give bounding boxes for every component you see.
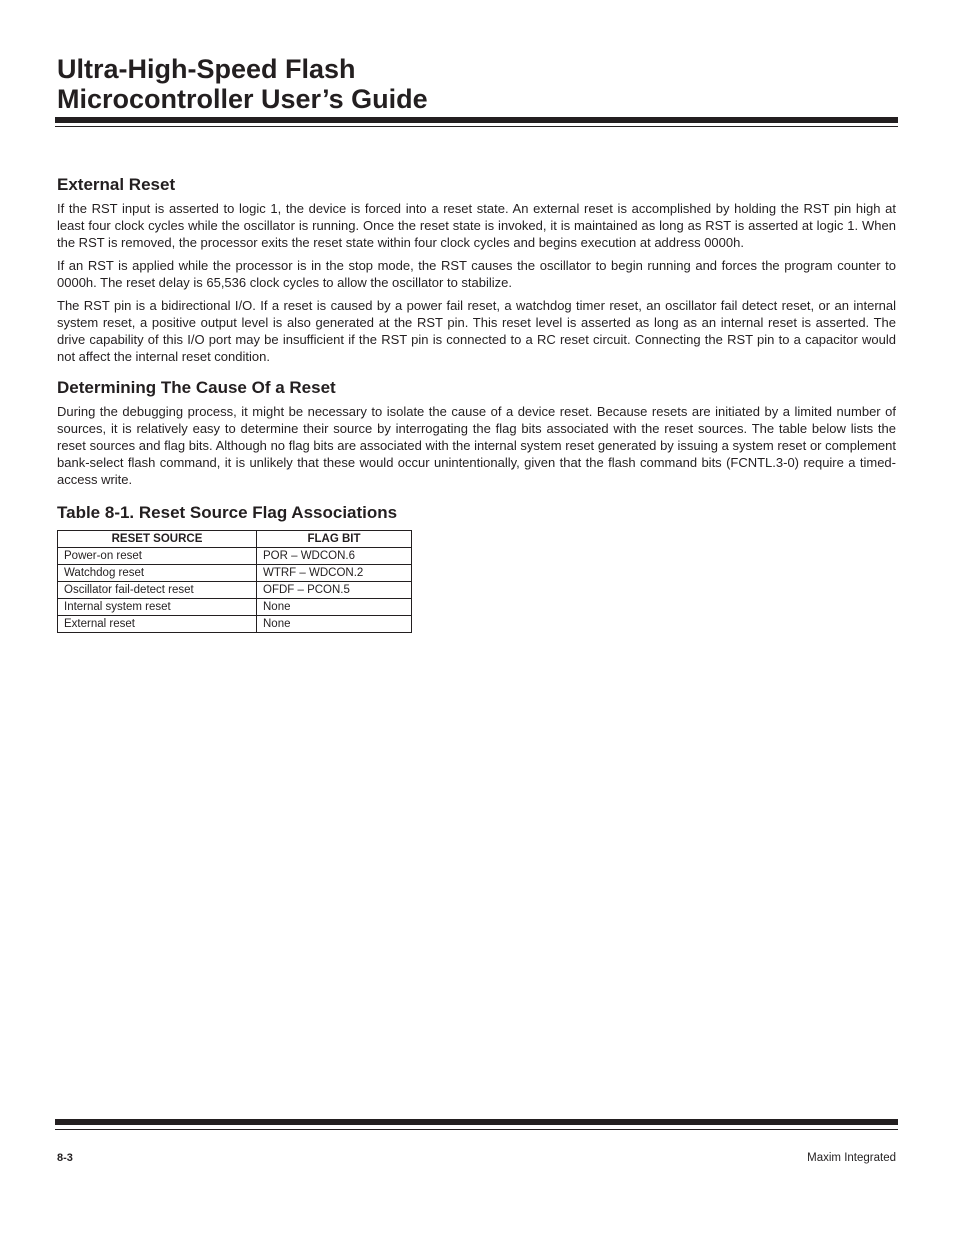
footer-rule-thick xyxy=(55,1119,898,1125)
table-cell: None xyxy=(257,616,412,633)
paragraph: If an RST is applied while the processor is in the stop mode, the RST causes the oscillator to begin running and forces the program counter to 0000h. The reset delay is 65,536 clock cycles to allow the oscillator to stabilize. xyxy=(57,258,896,290)
table-cell: None xyxy=(257,599,412,616)
table-cell: WTRF – WDCON.2 xyxy=(257,565,412,582)
paragraph: If the RST input is asserted to logic 1, the device is forced into a reset state. An external reset is accomplished by holding the RST pin high at least four clock cycles while the oscillator is running. Once the reset state is invoked, it is maintained as long as RST is asserted at logic 1. When the RST is removed, the processor exits the reset state within four clock cycles and begins execution at address 0000h. xyxy=(57,201,896,250)
table-row xyxy=(58,548,412,565)
table-cell: External reset xyxy=(58,616,257,633)
page-title-line-2: Microcontroller User’s Guide xyxy=(57,84,428,114)
page-title-line-1: Ultra-High-Speed Flash xyxy=(57,54,356,84)
column-header-reset-source: RESET SOURCE xyxy=(58,531,257,548)
main-content xyxy=(57,174,896,633)
paragraph: During the debugging process, it might be necessary to isolate the cause of a device reset. Because resets are initiated by a limited number of sources, it is relatively easy to determine their source by interrogating the flag bits associated with the reset sources. The table below lists the reset sources and flag bits. Although no flag bits are associated with the internal system reset generated by issuing a system reset or complement bank-select flash command, it is unlikely that these would occur unintentionally, given that the flash command bits (FCNTL.3-0) require a timed-access write. xyxy=(57,404,896,487)
table-cell: Internal system reset xyxy=(58,599,257,616)
header-rule-thin xyxy=(55,126,898,127)
section-table xyxy=(57,502,896,633)
page-title xyxy=(57,54,428,114)
footer-rule-thin xyxy=(55,1129,898,1130)
reset-source-table xyxy=(57,530,412,633)
table-caption: Table 8-1. Reset Source Flag Associations xyxy=(57,503,398,522)
table-row xyxy=(58,565,412,582)
section-cause-of-reset xyxy=(57,377,896,488)
paragraph: The RST pin is a bidirectional I/O. If a reset is caused by a power fail reset, a watchdog timer reset, an oscillator fail detect reset, or an internal system reset, a positive output level is also generated at the RST pin. This reset level is asserted as long as an internal reset is asserted. The drive capability of this I/O port may be insufficient if the RST pin is connected to a RC reset circuit. Connecting the RST pin to a capacitor would not affect the internal reset condition. xyxy=(57,298,896,364)
table-row xyxy=(58,599,412,616)
table-header-row xyxy=(58,531,412,548)
table-cell: OFDF – PCON.5 xyxy=(257,582,412,599)
column-header-flag-bit: FLAG BIT xyxy=(257,531,412,548)
table-row xyxy=(58,616,412,633)
header-rule-thick xyxy=(55,117,898,123)
page-number: 8-3 xyxy=(57,1152,73,1164)
section-heading: External Reset xyxy=(57,175,176,194)
table-cell: Watchdog reset xyxy=(58,565,257,582)
company-name: Maxim Integrated xyxy=(807,1152,896,1164)
table-row xyxy=(58,582,412,599)
table-cell: Power-on reset xyxy=(58,548,257,565)
section-external-reset xyxy=(57,174,896,365)
section-heading: Determining The Cause Of a Reset xyxy=(57,378,336,397)
table-cell: POR – WDCON.6 xyxy=(257,548,412,565)
table-cell: Oscillator fail-detect reset xyxy=(58,582,257,599)
